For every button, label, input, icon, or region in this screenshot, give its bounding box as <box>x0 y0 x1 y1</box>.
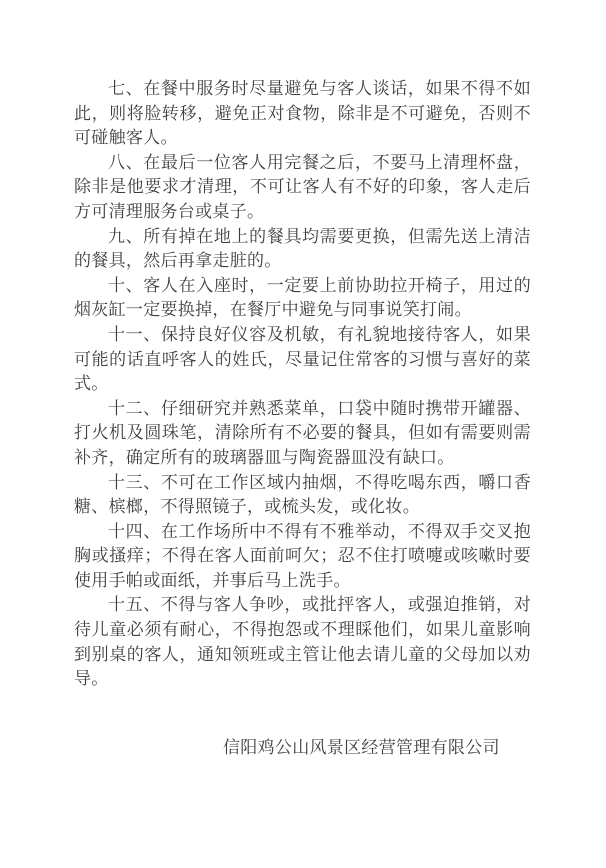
rule-item-7: 七、在餐中服务时尽量避免与客人谈话，如果不得不如此，则将脸转移，避免正对食物，除非是不可避免，否则不可碰触客人。 <box>74 79 531 148</box>
rule-item-13: 十三、不可在工作区域内抽烟，不得吃喝东西，嚼口香糖、槟榔，不得照镜子，或梳头发，或化妆。 <box>74 472 531 517</box>
rule-item-9: 九、所有掉在地上的餐具均需要更换，但需先送上清洁的餐具，然后再拿走脏的。 <box>74 226 531 271</box>
rules-list <box>74 77 531 760</box>
rule-item-11: 十一、保持良好仪容及机敏，有礼貌地接待客人，如果可能的话直呼客人的姓氏，尽量记住常客的习惯与喜好的菜式。 <box>74 324 531 394</box>
rule-item-15: 十五、不得与客人争吵，或批抨客人，或强迫推销，对待儿童必须有耐心，不得抱怨或不理睬他们，如果儿童影响到别桌的客人，通知领班或主管让他去请儿童的父母加以劝导。 <box>74 595 531 689</box>
rule-item-10: 十、客人在入座时，一定要上前协助拉开椅子，用过的烟灰缸一定要换掉，在餐厅中避免与同事说笑打闹。 <box>74 275 531 320</box>
rule-item-8: 八、在最后一位客人用完餐之后，不要马上清理杯盘，除非是他要求才清理，不可让客人有不好的印象，客人走后方可清理服务台或桌子。 <box>74 152 531 221</box>
company-signature: 信阳鸡公山风景区经营管理有限公司 <box>223 737 500 757</box>
rule-item-14: 十四、在工作场所中不得有不雅举动，不得双手交叉抱胸或搔痒；不得在客人面前呵欠；忍不住打喷嚏或咳嗽时要使用手帕或面纸，并事后马上洗手。 <box>74 521 531 590</box>
rule-item-12: 十二、仔细研究并熟悉菜单，口袋中随时携带开罐器、打火机及圆珠笔，清除所有不必要的餐具，但如有需要则需补齐，确定所有的玻璃器皿与陶瓷器皿没有缺口。 <box>74 398 531 467</box>
